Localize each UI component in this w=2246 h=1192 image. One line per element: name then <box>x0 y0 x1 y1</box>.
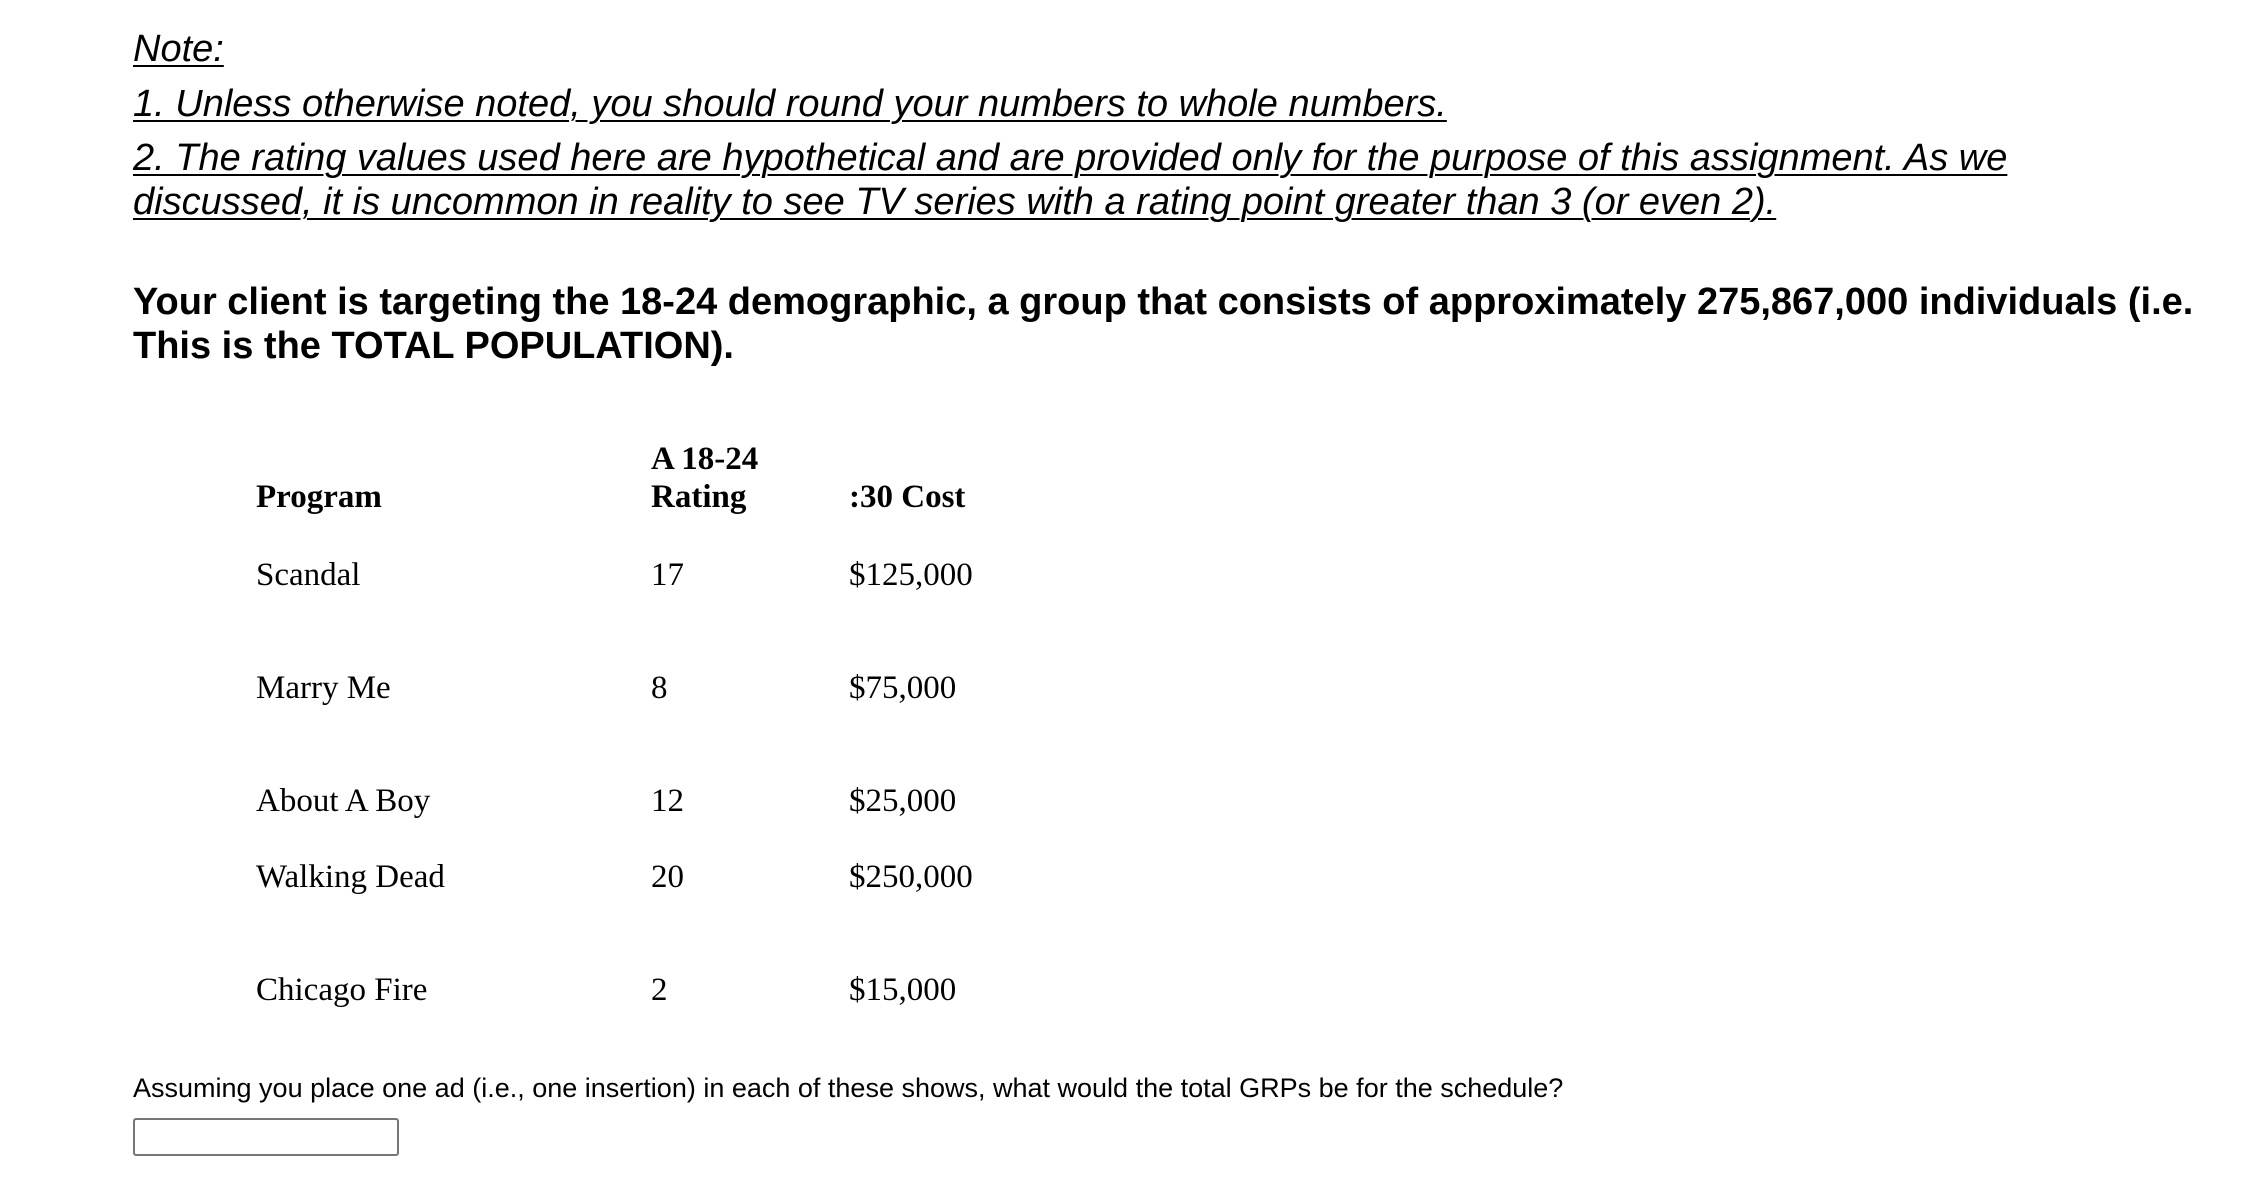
note-item-1: 1. Unless otherwise noted, you should round your numbers to whole numbers. <box>133 83 1447 125</box>
notes-section <box>133 26 2193 233</box>
table-row <box>256 707 1149 820</box>
program-rating: 2 <box>651 972 668 1008</box>
program-name: Chicago Fire <box>256 972 428 1008</box>
program-cost: $250,000 <box>849 859 973 895</box>
note-item-2: 2. The rating values used here are hypothetical and are provided only for the purpose of this assignment. As we discussed, it is uncommon in reality to see TV series with a rating point greater than 3 (or even 2). <box>133 137 2008 223</box>
program-name: Marry Me <box>256 670 391 706</box>
program-rating: 17 <box>651 557 684 593</box>
program-cost: $75,000 <box>849 670 957 706</box>
header-rating-line-2: Rating <box>651 479 747 515</box>
program-rating: 8 <box>651 670 668 706</box>
program-rating: 12 <box>651 783 684 819</box>
table-row <box>256 594 1149 707</box>
grp-question: Assuming you place one ad (i.e., one insertion) in each of these shows, what would the total GRPs be for the schedule? <box>133 1073 1564 1103</box>
header-rating <box>651 436 849 516</box>
table-row <box>256 820 1149 896</box>
program-cost: $25,000 <box>849 783 957 819</box>
header-cost: :30 Cost <box>849 479 966 515</box>
program-name: Walking Dead <box>256 859 445 895</box>
header-rating-line-1: A 18-24 <box>651 441 759 477</box>
table-header-row <box>256 436 1149 516</box>
program-name: About A Boy <box>256 783 431 819</box>
table-row <box>256 896 1149 1009</box>
program-table <box>256 436 1149 1009</box>
program-cost: $15,000 <box>849 972 957 1008</box>
program-name: Scandal <box>256 557 361 593</box>
program-rating: 20 <box>651 859 684 895</box>
table-row <box>256 516 1149 594</box>
program-cost: $125,000 <box>849 557 973 593</box>
note-heading: Note: <box>133 28 224 70</box>
header-program: Program <box>256 479 382 515</box>
grp-answer-input[interactable] <box>133 1118 399 1156</box>
intro-statement: Your client is targeting the 18-24 demographic, a group that consists of approximately 275,867,000 individuals (i.e. This is the TOTAL POPULATION). <box>133 281 2194 367</box>
program-rate-table <box>256 436 1149 1009</box>
